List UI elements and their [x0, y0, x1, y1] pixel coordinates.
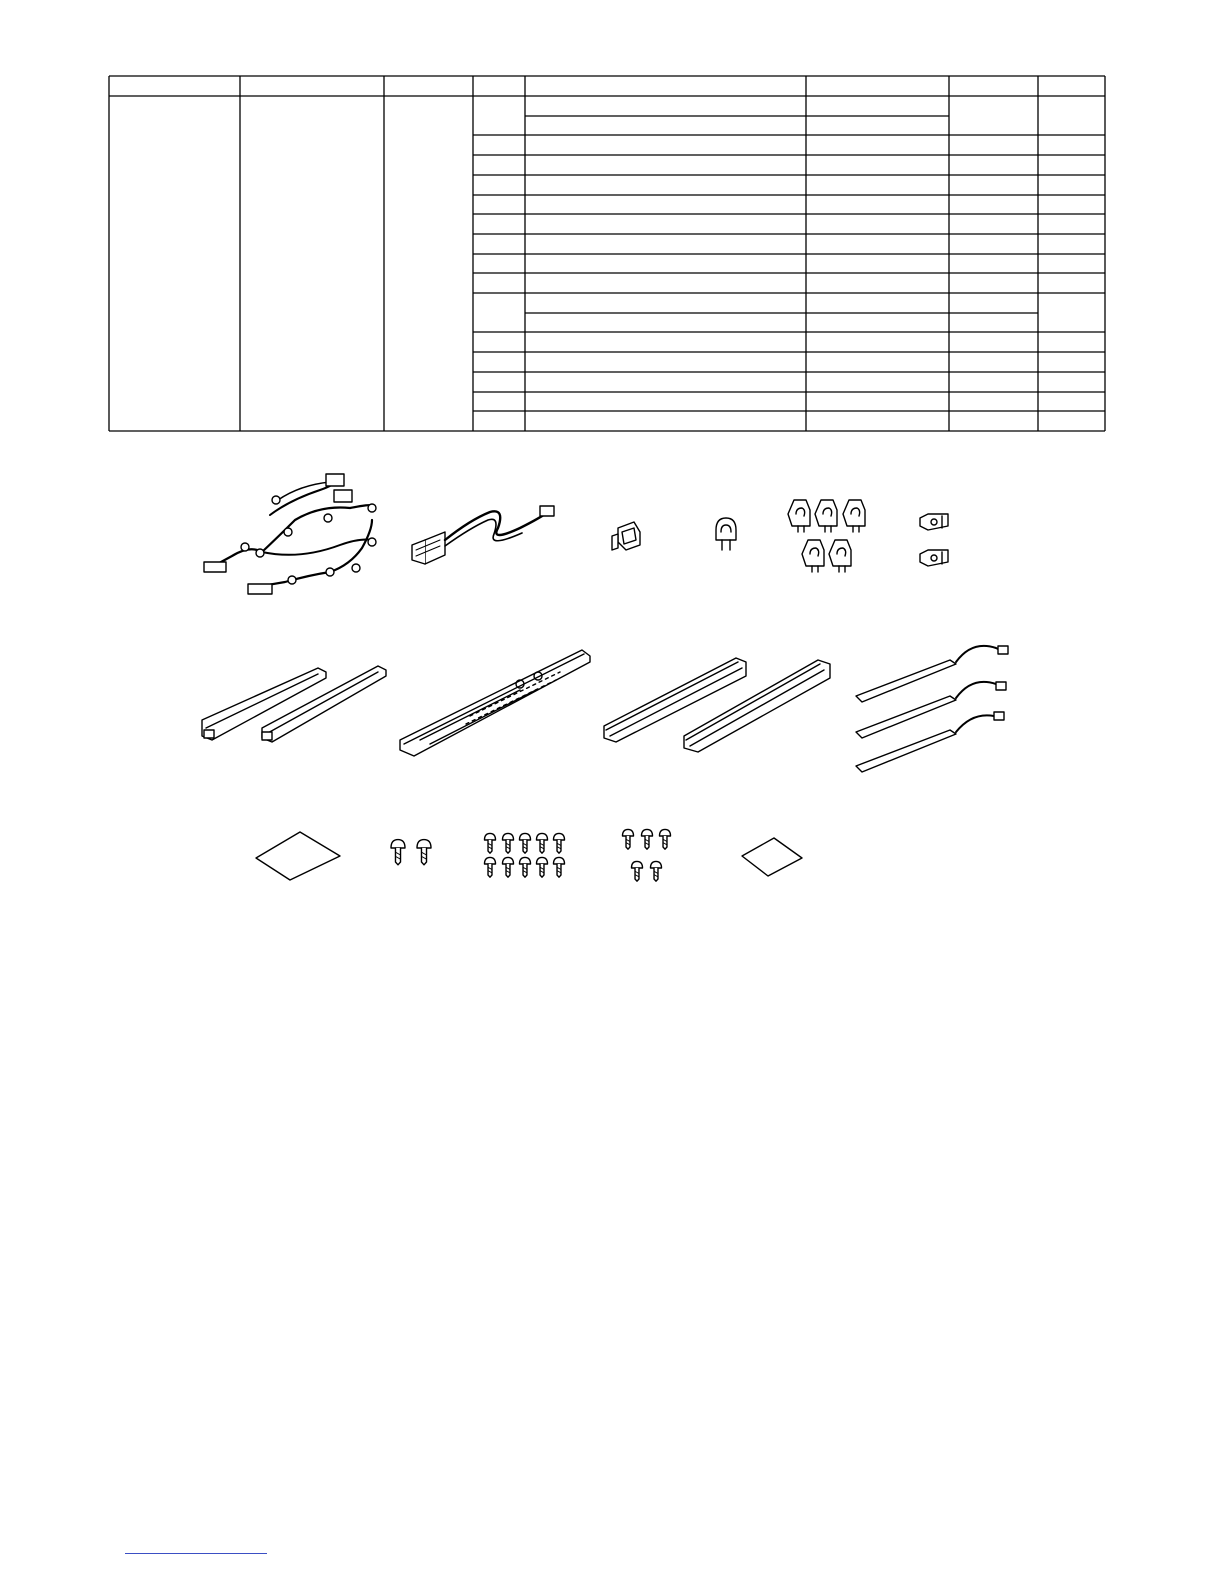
- screw-icon: [632, 861, 643, 881]
- connector-cable-icon: [412, 506, 554, 564]
- screw-icon: [537, 857, 548, 877]
- shoulder-screw-icon: [391, 840, 431, 865]
- screw-icon: [554, 857, 565, 877]
- label-sheet-icon: [256, 832, 340, 880]
- screw-icon: [520, 857, 531, 877]
- screw-icon: [554, 833, 565, 853]
- edge-saddle-icon: [788, 500, 865, 572]
- screw-set-icon: [485, 833, 565, 877]
- screw-icon: [520, 833, 531, 853]
- screw-icon: [642, 829, 653, 849]
- screw-icon: [391, 840, 405, 865]
- screw-icon: [485, 833, 496, 853]
- screw-icon: [485, 857, 496, 877]
- frame-pair-icon: [604, 658, 830, 752]
- screw-icon: [660, 829, 671, 849]
- footer-link-underline[interactable]: [125, 1553, 267, 1554]
- wire-saddle-icon: [716, 518, 736, 550]
- screw-icon: [503, 857, 514, 877]
- screw-small-set-icon: [623, 829, 671, 881]
- screw-icon: [503, 833, 514, 853]
- pcb-spacer-icon: [920, 514, 948, 566]
- wire-harness-icon: [204, 474, 376, 594]
- small-sheet-icon: [742, 838, 802, 876]
- rail-pair-icon: [202, 666, 386, 742]
- sensor-strip-icon: [856, 646, 1008, 772]
- screw-icon: [651, 861, 662, 881]
- operation-panel-frame-icon: [400, 650, 590, 756]
- screw-icon: [623, 829, 634, 849]
- screw-icon: [537, 833, 548, 853]
- cable-clamp-icon: [612, 522, 640, 550]
- screw-icon: [417, 840, 431, 865]
